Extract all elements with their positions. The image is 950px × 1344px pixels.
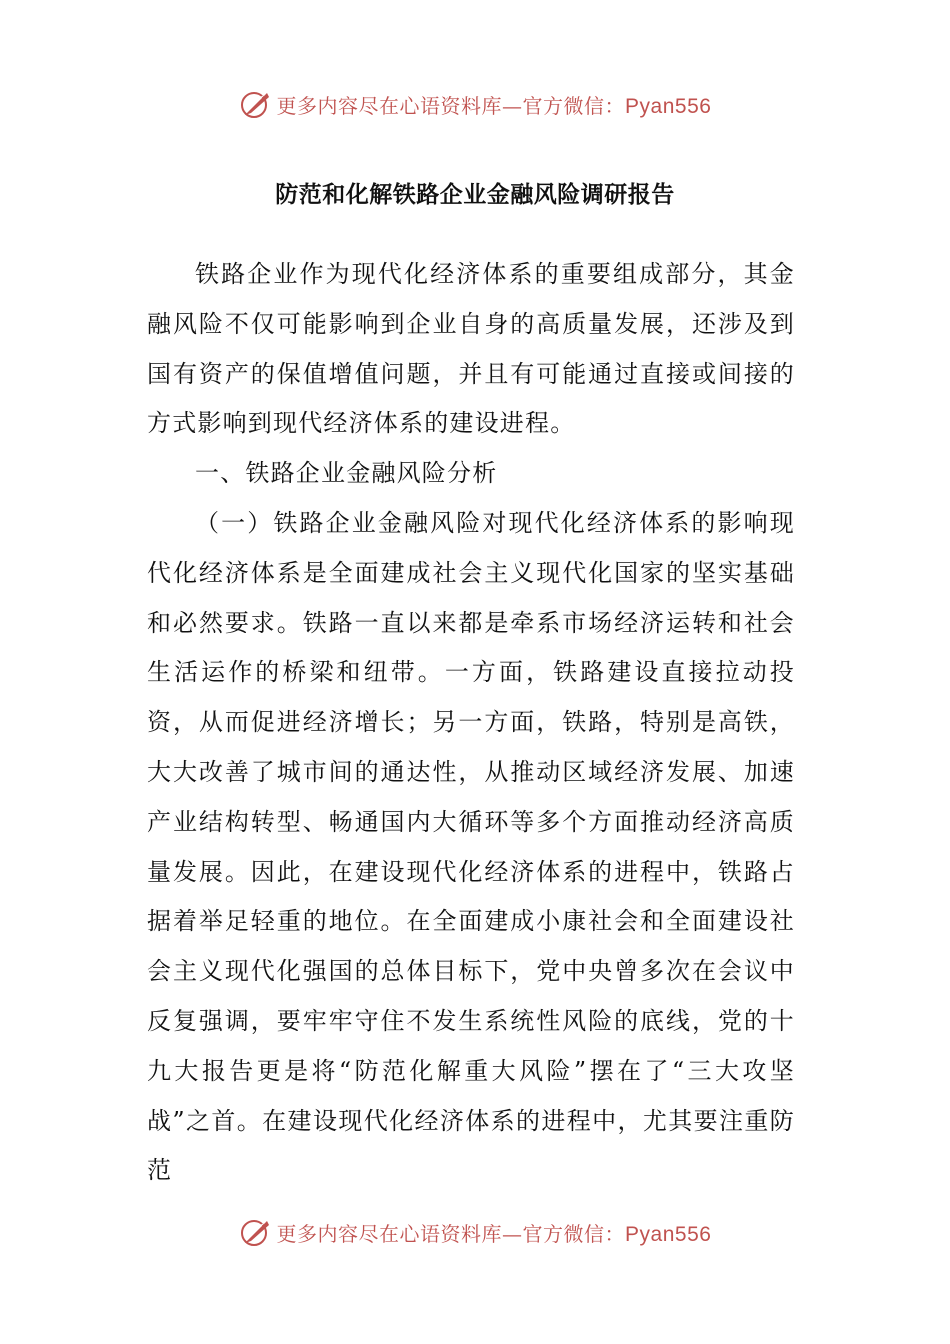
paragraph-intro: 铁路企业作为现代化经济体系的重要组成部分，其金融风险不仅可能影响到企业自身的高质量发展，还涉及到国有资产的保值增值问题，并且有可能通过直接或间接的方式影响到现代经济体系的建设进程。 (147, 260, 795, 438)
quill-logo-icon (239, 1215, 273, 1249)
watermark-text: 更多内容尽在心语资料库—官方微信：Pyan556 (276, 1221, 712, 1246)
document-title: 防范和化解铁路企业金融风险调研报告 (275, 181, 675, 208)
watermark-banner-top (0, 84, 950, 124)
paragraph-subsection: （一）铁路企业金融风险对现代化经济体系的影响现代化经济体系是全面建成社会主义现代化国家的坚实基础和必然要求。铁路一直以来都是牵系市场经济运转和社会生活运作的桥梁和纽带。一方面，铁路建设直接拉动投资，从而促进经济增长；另一方面，铁路，特别是高铁，大大改善了城市间的通达性，从推动区域经济发展、加速产业结构转型、畅通国内大循环等多个方面推动经济高质量发展。因此，在建设现代化经济体系的进程中，铁路占据着举足轻重的地位。在全面建成小康社会和全面建设社会主义现代化强国的总体目标下，党中央曾多次在会议中反复强调，要牢牢守住不发生系统性风险的底线，党的十九大报告更是将“防范化解重大风险”摆在了“三大攻坚战”之首。在建设现代化经济体系的进程中，尤其要注重防范 (147, 508, 795, 1185)
wechat-id: Pyan556 (625, 94, 712, 118)
section-heading: 一、铁路企业金融风险分析 (195, 459, 498, 488)
document-body (147, 250, 795, 1196)
quill-logo-icon (239, 87, 273, 121)
wechat-id: Pyan556 (625, 1222, 712, 1246)
watermark-text: 更多内容尽在心语资料库—官方微信：Pyan556 (276, 93, 712, 118)
watermark-banner-bottom (0, 1212, 950, 1252)
